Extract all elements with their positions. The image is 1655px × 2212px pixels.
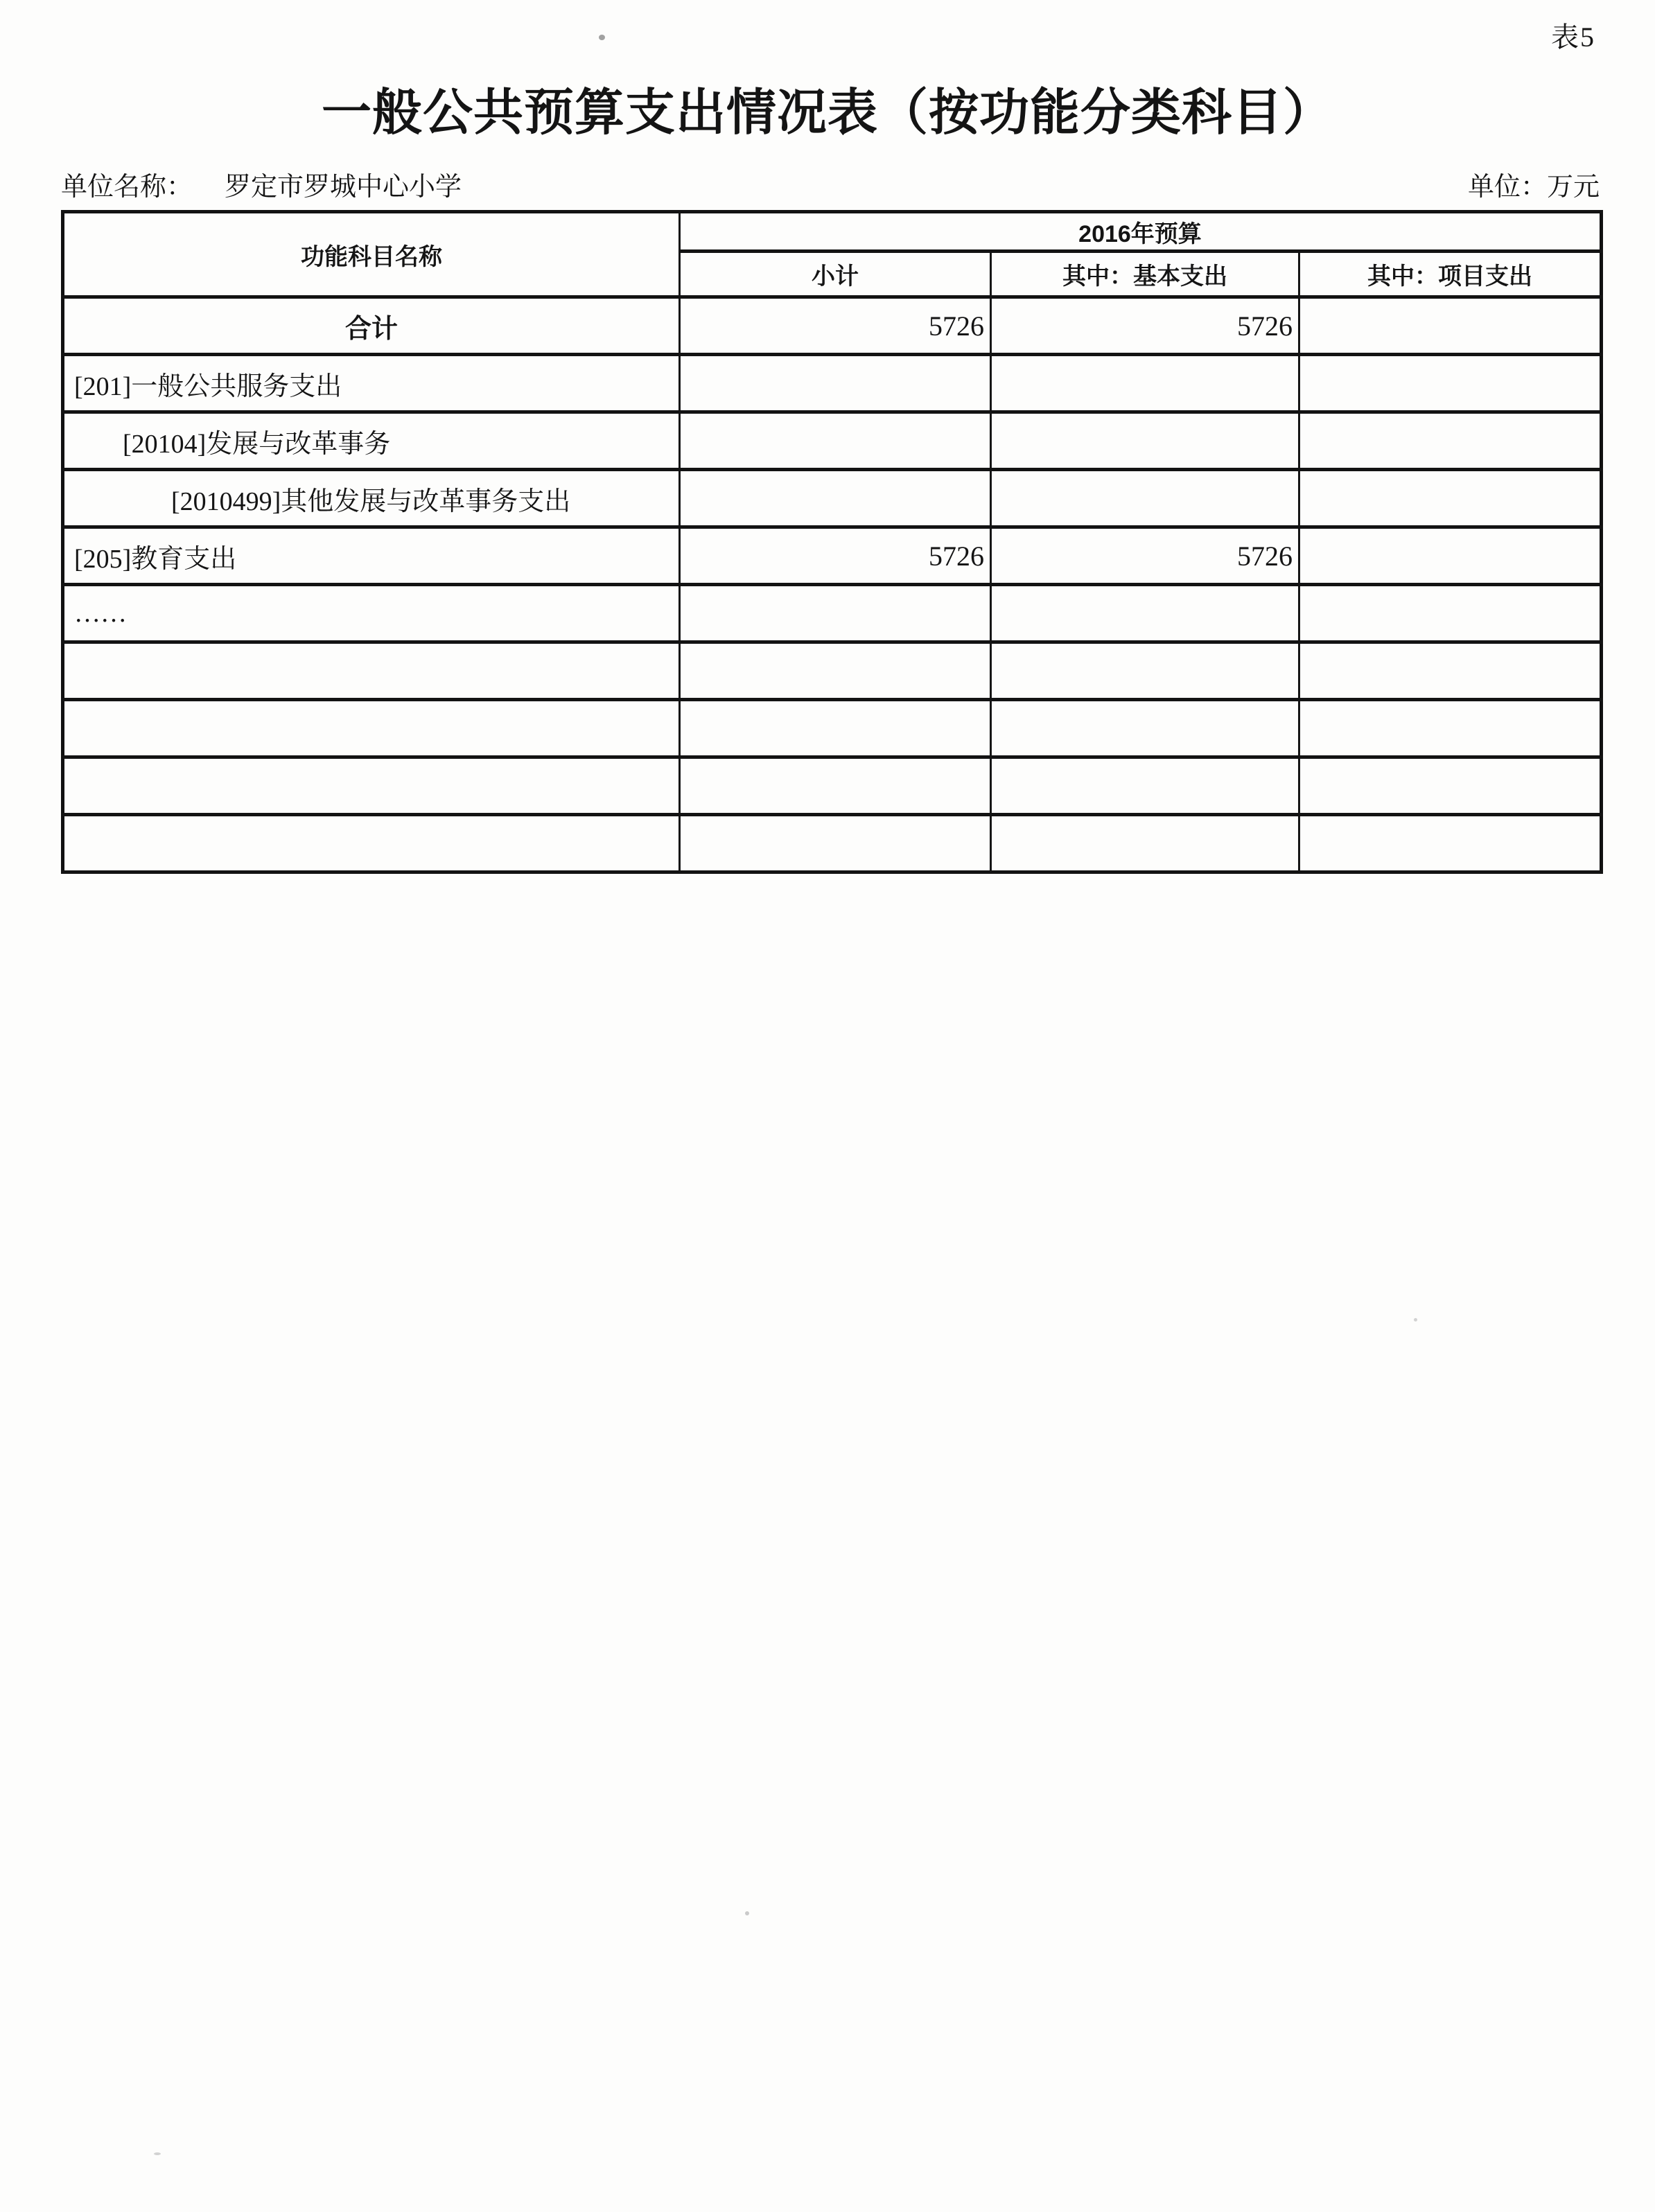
basic-expenditure-cell <box>991 757 1299 815</box>
basic-expenditure-cell <box>991 355 1299 412</box>
unit-name-label: 单位名称： <box>61 173 193 202</box>
project-expenditure-cell <box>1299 412 1602 470</box>
table-row-empty <box>63 642 1602 700</box>
project-expenditure-cell <box>1299 355 1602 412</box>
subtotal-column-header: 小计 <box>680 252 991 297</box>
basic-expenditure-cell <box>991 815 1299 872</box>
table-row-empty <box>63 815 1602 872</box>
page-title: 一般公共预算支出情况表（按功能分类科目） <box>321 85 1333 141</box>
function-name-cell <box>63 700 680 757</box>
subtotal-cell <box>680 470 991 527</box>
project-expenditure-cell <box>1299 585 1602 642</box>
table-row-ellipsis <box>63 585 1602 642</box>
scan-speck <box>154 2152 161 2155</box>
subtotal-cell: 5726 <box>680 527 991 585</box>
function-name-cell: [2010499]其他发展与改革事务支出 <box>63 470 680 527</box>
subtotal-cell <box>680 757 991 815</box>
basic-expenditure-cell <box>991 470 1299 527</box>
project-expenditure-cell <box>1299 642 1602 700</box>
basic-expenditure-column-header: 其中：基本支出 <box>991 252 1299 297</box>
subtotal-cell <box>680 355 991 412</box>
function-name-cell: 合计 <box>63 297 680 355</box>
table-row <box>63 412 1602 470</box>
table-row-total <box>63 297 1602 355</box>
table-row-empty <box>63 700 1602 757</box>
scan-speck <box>599 35 605 40</box>
project-expenditure-cell <box>1299 470 1602 527</box>
unit-info-line <box>61 165 1600 203</box>
currency-unit-label: 单位：万元 <box>1467 173 1600 202</box>
basic-expenditure-cell <box>991 700 1299 757</box>
function-name-cell: [20104]发展与改革事务 <box>63 412 680 470</box>
scan-speck <box>745 1911 749 1915</box>
subtotal-cell <box>680 642 991 700</box>
project-expenditure-cell <box>1299 700 1602 757</box>
function-name-cell: …… <box>63 585 680 642</box>
basic-expenditure-cell: 5726 <box>991 527 1299 585</box>
function-name-cell <box>63 815 680 872</box>
function-name-cell <box>63 642 680 700</box>
subtotal-cell <box>680 700 991 757</box>
project-expenditure-cell <box>1299 757 1602 815</box>
table-row <box>63 470 1602 527</box>
basic-expenditure-cell <box>991 642 1299 700</box>
project-expenditure-cell <box>1299 527 1602 585</box>
project-expenditure-column-header: 其中：项目支出 <box>1299 252 1602 297</box>
table-header-row-year <box>63 212 1602 252</box>
project-expenditure-cell <box>1299 297 1602 355</box>
subtotal-cell: 5726 <box>680 297 991 355</box>
subtotal-cell <box>680 585 991 642</box>
basic-expenditure-cell: 5726 <box>991 297 1299 355</box>
basic-expenditure-cell <box>991 585 1299 642</box>
function-subject-column-header: 功能科目名称 <box>63 212 680 297</box>
function-name-cell <box>63 757 680 815</box>
table-row-empty <box>63 757 1602 815</box>
subtotal-cell <box>680 815 991 872</box>
function-name-cell: [201]一般公共服务支出 <box>63 355 680 412</box>
project-expenditure-cell <box>1299 815 1602 872</box>
subtotal-cell <box>680 412 991 470</box>
function-name-cell: [205]教育支出 <box>63 527 680 585</box>
scan-speck <box>1414 1318 1417 1322</box>
unit-name-group <box>61 165 462 203</box>
budget-expenditure-table <box>61 210 1603 874</box>
basic-expenditure-cell <box>991 412 1299 470</box>
table-row <box>63 527 1602 585</box>
table-row <box>63 355 1602 412</box>
year-budget-group-header: 2016年预算 <box>680 212 1602 252</box>
table-number-label: 表5 <box>1551 21 1595 53</box>
unit-name-value: 罗定市罗城中心小学 <box>225 173 462 202</box>
